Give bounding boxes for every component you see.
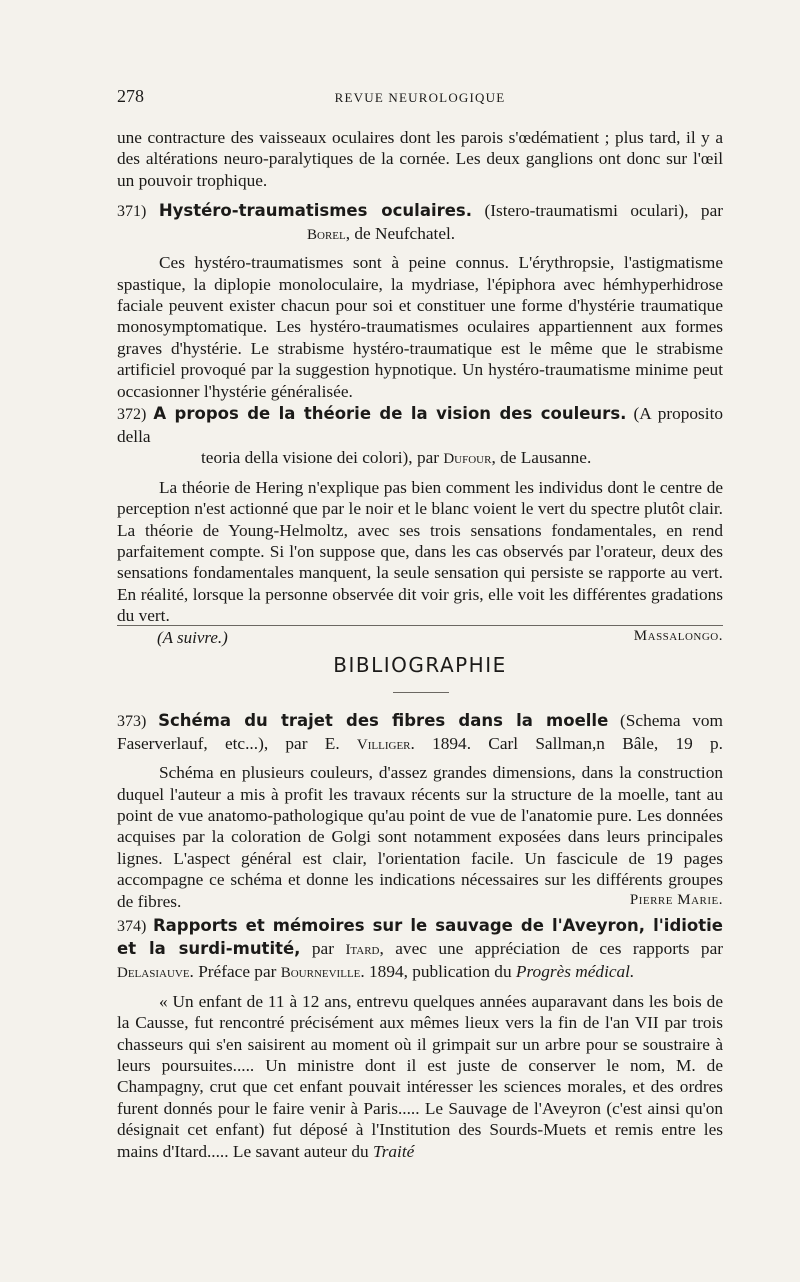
article-372-byline: [117, 447, 723, 471]
running-title: REVUE NEUROLOGIQUE: [334, 90, 506, 105]
author-name: Borel: [307, 226, 346, 243]
article-372-footer: [117, 628, 723, 648]
article-373-footer: [117, 891, 723, 909]
article-374-body: [117, 991, 723, 1162]
article-372-body: La théorie de Hering n'explique pas bien comment les individus dont le centre de perception n'est actionné que par le noir et le blanc voient le vert du spectre plutôt clair. La théorie de Young-Helmoltz, avec ses trois sensations fondamentales, en rend parfaitement compte. Si l'on suppose que, dans les cas observés par l'orateur, deux des sensations fondamentales manquent, la seule sensation qui persiste se rapporte au vert. En réalité, lorsque la personne observée dit voir gris, elle voit les différentes gradations du vert.: [117, 477, 723, 626]
article-title: Schéma du trajet des fibres dans la moelle: [158, 711, 609, 730]
article-371: [117, 200, 723, 402]
signature: Massalongo.: [633, 627, 723, 644]
article-373: [117, 710, 723, 909]
signature: Pierre Marie.: [629, 892, 723, 909]
author-name: Villiger: [356, 736, 411, 753]
article-subtitle: (Schema vom Faserverlauf, etc...), par E.: [117, 711, 723, 753]
article-371-heading: [117, 200, 723, 223]
heading-mid: , avec une appréciation de ces rapports par: [379, 938, 723, 958]
author-name: Dufour: [443, 451, 492, 468]
article-373-heading: [117, 710, 723, 756]
preface-label: . Préface par: [189, 962, 277, 982]
journal-name: Progrès médical.: [515, 962, 635, 982]
author-name-2: Delasiauve: [117, 965, 190, 982]
author-name-3: Bourneville: [280, 965, 361, 982]
article-374-heading: [117, 915, 723, 985]
article-374: [117, 915, 723, 1162]
article-subtitle-cont: teoria della visione dei colori), par: [201, 448, 440, 468]
article-371-byline: [117, 223, 723, 247]
page-header: [117, 86, 723, 110]
by-word: par: [311, 938, 334, 958]
article-title: A propos de la théorie de la vision des couleurs.: [153, 404, 627, 423]
page-number: 278: [117, 86, 144, 106]
article-373-body: Schéma en plusieurs couleurs, d'assez grandes dimensions, dans la construction duquel l'auteur a mis à profit les travaux récents sur la structure de la moelle, tant au point de vue anatomo-pathologique qu'au point de vue de l'anatomie pure. Les données acquises par la coloration de Golgi sont notamment exposées dans leurs principales lignes. L'aspect général est clair, l'orientation facile. Un fascicule de 19 pages accompagne ce schéma et donne les indications nécessaires sur les différents groupes de fibres.: [117, 763, 723, 911]
article-number: 373): [117, 713, 147, 730]
title-underline: [393, 692, 449, 693]
article-title: Rapports et mémoires sur le sauvage de l'Aveyron, l'idiotie et la surdi-mutité,: [117, 916, 723, 958]
article-374-text: « Un enfant de 11 à 12 ans, entrevu quelques années auparavant dans les bois de la Causse, fut rencontré précisément aux mêmes lieux vers la fin de l'an VII par trois chasseurs qui s'en saisirent au moment où il grimpait sur un arbre pour se soustraire à leurs poursuites..... Un ministre dont il est juste de conserver le nom, M. de Champagny, crut que cet enfant pouvait intéresser les sciences morales, et des ordres furent donnés pour le faire venir à Paris..... Le Sauvage de l'Aveyron (c'est ainsi qu'on désignait cet enfant) fut déposé à l'Institution des Sourds-Muets et remis entre les mains d'Itard..... Le savant auteur du: [117, 991, 723, 1161]
author-place: , de Neufchatel.: [345, 223, 456, 243]
article-number: 371): [117, 203, 147, 220]
section-divider: [117, 625, 723, 626]
article-subtitle: (A proposito della: [117, 404, 724, 446]
article-372: [117, 403, 723, 648]
intro-paragraph: une contracture des vaisseaux oculaires dont les parois s'œdématient ; plus tard, il y a des altérations neuro-paralytiques de la cornée. Les deux ganglions ont donc sur l'œil un pouvoir trophique.: [117, 128, 723, 190]
publication: . 1894, publication du: [360, 962, 512, 982]
article-subtitle: (Istero-traumatismi oculari), par: [484, 201, 723, 220]
article-372-heading: [117, 403, 723, 447]
article-371-body: Ces hystéro-traumatismes sont à peine connus. L'érythropsie, l'astigmatisme spastique, la diplopie monoloculaire, la mydriase, l'épiphora avec hémhyperhidrose faciale peuvent exister chacun pour soi et constituer une forme d'hystérie traumatique monosymptomatique. Les hystéro-traumatismes oculaires appartiennent aux formes graves d'hystérie. Le strabisme hystéro-traumatique est le même que le strabisme artificiel provoqué par la suggestion hypnotique. Un hystéro-traumatisme minime peut occasionner l'hystérie généralisée.: [117, 253, 723, 401]
author-place: , de Lausanne.: [491, 448, 592, 468]
author-name: Itard: [345, 941, 380, 958]
publication: . 1894. Carl Sallman,n Bâle, 19 p.: [410, 733, 723, 753]
to-be-continued: (A suivre.): [157, 627, 228, 647]
intro-block: [117, 127, 723, 191]
body-end-italic: Traité: [373, 1141, 415, 1161]
article-title: Hystéro-traumatismes oculaires.: [158, 201, 473, 220]
article-number: 374): [117, 918, 147, 935]
section-title: BIBLIOGRAPHIE: [333, 653, 507, 677]
article-number: 372): [117, 406, 147, 423]
